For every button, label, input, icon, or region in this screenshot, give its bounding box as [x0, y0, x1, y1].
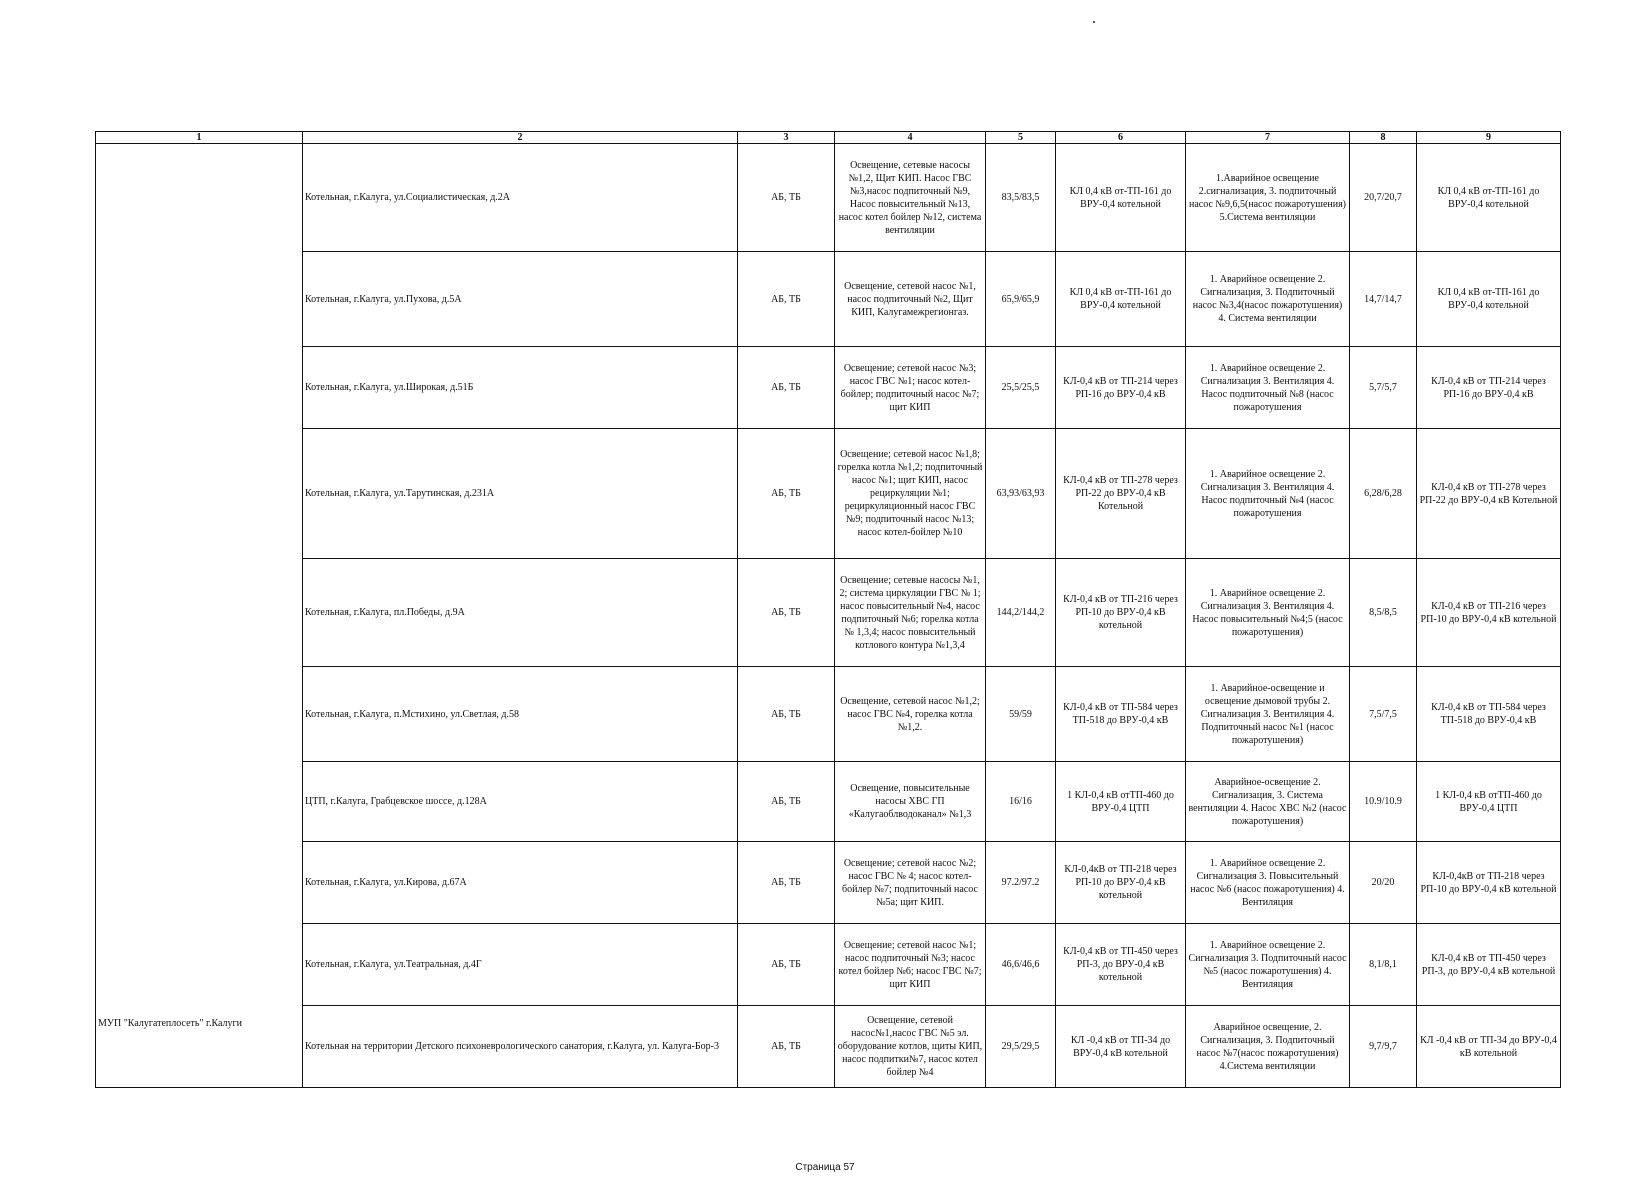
consumers-list: Освещение, сетевые насосы №1,2, Щит КИП. Насос ГВС №3,насос подпиточный №9, Насос повысительный №13, насос котел бойлер №12, система вентиляции: [835, 144, 986, 252]
emergency-cable-line: КЛ-0,4кВ от ТП-218 через РП-10 до ВРУ-0,4 кВ котельной: [1417, 842, 1561, 924]
consumers-list: Освещение; сетевые насосы №1, 2; система циркуляции ГВС № 1; насос повысительный №4, насос подпиточный №6; горелка котла № 1,3,4; насос повысительный котлового контура №1,3,4: [835, 559, 986, 667]
col-header-6: 6: [1056, 132, 1186, 144]
table-row: [96, 667, 1561, 762]
power-source-type: АБ, ТБ: [738, 924, 835, 1006]
emergency-consumers: 1. Аварийное освещение 2. Сигнализация 3. Вентиляция 4. Насос повысительный №4;5 (насос пожаротушения): [1186, 559, 1350, 667]
emergency-consumers: Аварийное-освещение 2. Сигнализация, 3. Система вентиляции 4. Насос ХВС №2 (насос пожаротушения): [1186, 762, 1350, 842]
scan-speck: [1093, 21, 1095, 23]
emergency-cable-line: КЛ -0,4 кВ от ТП-34 до ВРУ-0,4 кВ котельной: [1417, 1006, 1561, 1088]
organization-cell: [96, 144, 303, 1088]
col-header-2: 2: [303, 132, 738, 144]
table-row: [96, 559, 1561, 667]
header-row: [96, 132, 1561, 144]
power-source-type: АБ, ТБ: [738, 429, 835, 559]
facility-address: Котельная, г.Калуга, ул.Кирова, д.67А: [303, 842, 738, 924]
cable-line: КЛ-0,4 кВ от ТП-278 через РП-22 до ВРУ-0,4 кВ Котельной: [1056, 429, 1186, 559]
cable-line: 1 КЛ-0,4 кВ отТП-460 до ВРУ-0,4 ЦТП: [1056, 762, 1186, 842]
emergency-load: 5,7/5,7: [1350, 347, 1417, 429]
power-source-type: АБ, ТБ: [738, 144, 835, 252]
consumers-list: Освещение, сетевой насос№1,насос ГВС №5 эл. оборудование котлов, щиты КИП, насос подпитки№7, насос котел бойлер №4: [835, 1006, 986, 1088]
load-value: 97.2/97.2: [986, 842, 1056, 924]
facility-address: Котельная, г.Калуга, ул.Широкая, д.51Б: [303, 347, 738, 429]
consumers-list: Освещение; сетевой насос №3; насос ГВС №1; насос котел-бойлер; подпиточный насос №7; щит КИП: [835, 347, 986, 429]
col-header-9: 9: [1417, 132, 1561, 144]
load-value: 63,93/63,93: [986, 429, 1056, 559]
power-source-type: АБ, ТБ: [738, 762, 835, 842]
emergency-consumers: 1. Аварийное освещение 2. Сигнализация 3. Подпиточный насос №5 (насос пожаротушения) 4. Вентиляция: [1186, 924, 1350, 1006]
emergency-consumers: 1. Аварийное-освещение и освещение дымовой трубы 2. Сигнализация 3. Вентиляция 4. Подпиточный насос №1 (насос пожаротушения): [1186, 667, 1350, 762]
cable-line: КЛ 0,4 кВ от-ТП-161 до ВРУ-0,4 котельной: [1056, 144, 1186, 252]
emergency-load: 8,1/8,1: [1350, 924, 1417, 1006]
load-value: 59/59: [986, 667, 1056, 762]
consumers-list: Освещение, сетевой насос №1, насос подпиточный №2, Щит КИП, Калугамежрегионгаз.: [835, 252, 986, 347]
load-value: 29,5/29,5: [986, 1006, 1056, 1088]
facility-address: Котельная, г.Калуга, пл.Победы, д.9А: [303, 559, 738, 667]
col-header-7: 7: [1186, 132, 1350, 144]
cable-line: КЛ -0,4 кВ от ТП-34 до ВРУ-0,4 кВ котельной: [1056, 1006, 1186, 1088]
load-value: 25,5/25,5: [986, 347, 1056, 429]
consumers-list: Освещение, повысительные насосы ХВС ГП «Калугаоблводоканал» №1,3: [835, 762, 986, 842]
col-header-1: 1: [96, 132, 303, 144]
facility-address: Котельная, г.Калуга, ул.Театральная, д.4Г: [303, 924, 738, 1006]
emergency-cable-line: КЛ-0,4 кВ от ТП-278 через РП-22 до ВРУ-0,4 кВ Котельной: [1417, 429, 1561, 559]
facility-address: Котельная на территории Детского психоневрологического санатория, г.Калуга, ул. Калуга-Бор-3: [303, 1006, 738, 1088]
cable-line: КЛ-0,4 кВ от ТП-584 через ТП-518 до ВРУ-0,4 кВ: [1056, 667, 1186, 762]
emergency-load: 6,28/6,28: [1350, 429, 1417, 559]
table-row: [96, 144, 1561, 252]
power-source-type: АБ, ТБ: [738, 842, 835, 924]
power-source-type: АБ, ТБ: [738, 559, 835, 667]
power-supply-table: [95, 131, 1561, 1088]
facility-address: ЦТП, г.Калуга, Грабцевское шоссе, д.128А: [303, 762, 738, 842]
cable-line: КЛ-0,4 кВ от ТП-450 через РП-3, до ВРУ-0,4 кВ котельной: [1056, 924, 1186, 1006]
consumers-list: Освещение; сетевой насос №1; насос подпиточный №3; насос котел бойлер №6; насос ГВС №7; щит КИП: [835, 924, 986, 1006]
table-row: [96, 252, 1561, 347]
load-value: 65,9/65,9: [986, 252, 1056, 347]
emergency-load: 8,5/8,5: [1350, 559, 1417, 667]
cable-line: КЛ-0,4 кВ от ТП-216 через РП-10 до ВРУ-0,4 кВ котельной: [1056, 559, 1186, 667]
cable-line: КЛ-0,4 кВ от ТП-214 через РП-16 до ВРУ-0,4 кВ: [1056, 347, 1186, 429]
organization-name: МУП "Калугатеплосеть" г.Калуги: [98, 1018, 243, 1029]
load-value: 16/16: [986, 762, 1056, 842]
cable-line: КЛ 0,4 кВ от-ТП-161 до ВРУ-0,4 котельной: [1056, 252, 1186, 347]
facility-address: Котельная, г.Калуга, ул.Социалистическая, д.2А: [303, 144, 738, 252]
emergency-cable-line: КЛ-0,4 кВ от ТП-214 через РП-16 до ВРУ-0,4 кВ: [1417, 347, 1561, 429]
emergency-cable-line: КЛ 0,4 кВ от-ТП-161 до ВРУ-0,4 котельной: [1417, 144, 1561, 252]
consumers-list: Освещение; сетевой насос №2; насос ГВС № 4; насос котел-бойлер №7; подпиточный насос №5а; щит КИП.: [835, 842, 986, 924]
table-row: [96, 842, 1561, 924]
emergency-cable-line: КЛ 0,4 кВ от-ТП-161 до ВРУ-0,4 котельной: [1417, 252, 1561, 347]
facility-address: Котельная, г.Калуга, ул.Пухова, д.5А: [303, 252, 738, 347]
emergency-consumers: 1. Аварийное освещение 2. Сигнализация 3. Вентиляция 4. Насос подпиточный №4 (насос пожаротушения: [1186, 429, 1350, 559]
emergency-cable-line: 1 КЛ-0,4 кВ отТП-460 до ВРУ-0,4 ЦТП: [1417, 762, 1561, 842]
emergency-load: 20/20: [1350, 842, 1417, 924]
power-source-type: АБ, ТБ: [738, 1006, 835, 1088]
load-value: 46,6/46,6: [986, 924, 1056, 1006]
col-header-4: 4: [835, 132, 986, 144]
table-row: [96, 1006, 1561, 1088]
table-row: [96, 762, 1561, 842]
consumers-list: Освещение, сетевой насос №1,2; насос ГВС №4, горелка котла №1,2.: [835, 667, 986, 762]
emergency-consumers: 1. Аварийное освещение 2. Сигнализация, 3. Подпиточный насос №3,4(насос пожаротушения) 4. Система вентиляции: [1186, 252, 1350, 347]
load-value: 144,2/144,2: [986, 559, 1056, 667]
table-row: [96, 347, 1561, 429]
emergency-load: 14,7/14,7: [1350, 252, 1417, 347]
power-source-type: АБ, ТБ: [738, 252, 835, 347]
emergency-load: 9,7/9,7: [1350, 1006, 1417, 1088]
load-value: 83,5/83,5: [986, 144, 1056, 252]
emergency-load: 7,5/7,5: [1350, 667, 1417, 762]
table-row: [96, 924, 1561, 1006]
emergency-load: 20,7/20,7: [1350, 144, 1417, 252]
emergency-cable-line: КЛ-0,4 кВ от ТП-216 через РП-10 до ВРУ-0,4 кВ котельной: [1417, 559, 1561, 667]
col-header-8: 8: [1350, 132, 1417, 144]
emergency-consumers: 1.Аварийное освещение 2.сигнализация, 3. подпиточный насос №9,6,5(насос пожаротушения) 5.Система вентиляции: [1186, 144, 1350, 252]
emergency-consumers: Аварийное освещение, 2. Сигнализация, 3. Подпиточный насос №7(насос пожаротушения) 4.Система вентиляции: [1186, 1006, 1350, 1088]
emergency-consumers: 1. Аварийное освещение 2. Сигнализация 3. Вентиляция 4. Насос подпиточный №8 (насос пожаротушения: [1186, 347, 1350, 429]
consumers-list: Освещение; сетевой насос №1,8; горелка котла №1,2; подпиточный насос №1; щит КИП, насос рециркуляции №1; рециркуляционный насос ГВС №9; подпиточный насос №13; насос котел-бойлер №10: [835, 429, 986, 559]
power-source-type: АБ, ТБ: [738, 347, 835, 429]
emergency-cable-line: КЛ-0,4 кВ от ТП-450 через РП-3, до ВРУ-0,4 кВ котельной: [1417, 924, 1561, 1006]
power-source-type: АБ, ТБ: [738, 667, 835, 762]
emergency-consumers: 1. Аварийное освещение 2. Сигнализация 3. Повысительный насос №6 (насос пожаротушения) 4. Вентиляция: [1186, 842, 1350, 924]
col-header-5: 5: [986, 132, 1056, 144]
cable-line: КЛ-0,4кВ от ТП-218 через РП-10 до ВРУ-0,4 кВ котельной: [1056, 842, 1186, 924]
emergency-cable-line: КЛ-0,4 кВ от ТП-584 через ТП-518 до ВРУ-0,4 кВ: [1417, 667, 1561, 762]
table-row: [96, 429, 1561, 559]
facility-address: Котельная, г.Калуга, ул.Тарутинская, д.231А: [303, 429, 738, 559]
col-header-3: 3: [738, 132, 835, 144]
page-number: Страница 57: [795, 1162, 855, 1173]
facility-address: Котельная, г.Калуга, п.Мстихино, ул.Светлая, д.58: [303, 667, 738, 762]
emergency-load: 10.9/10.9: [1350, 762, 1417, 842]
